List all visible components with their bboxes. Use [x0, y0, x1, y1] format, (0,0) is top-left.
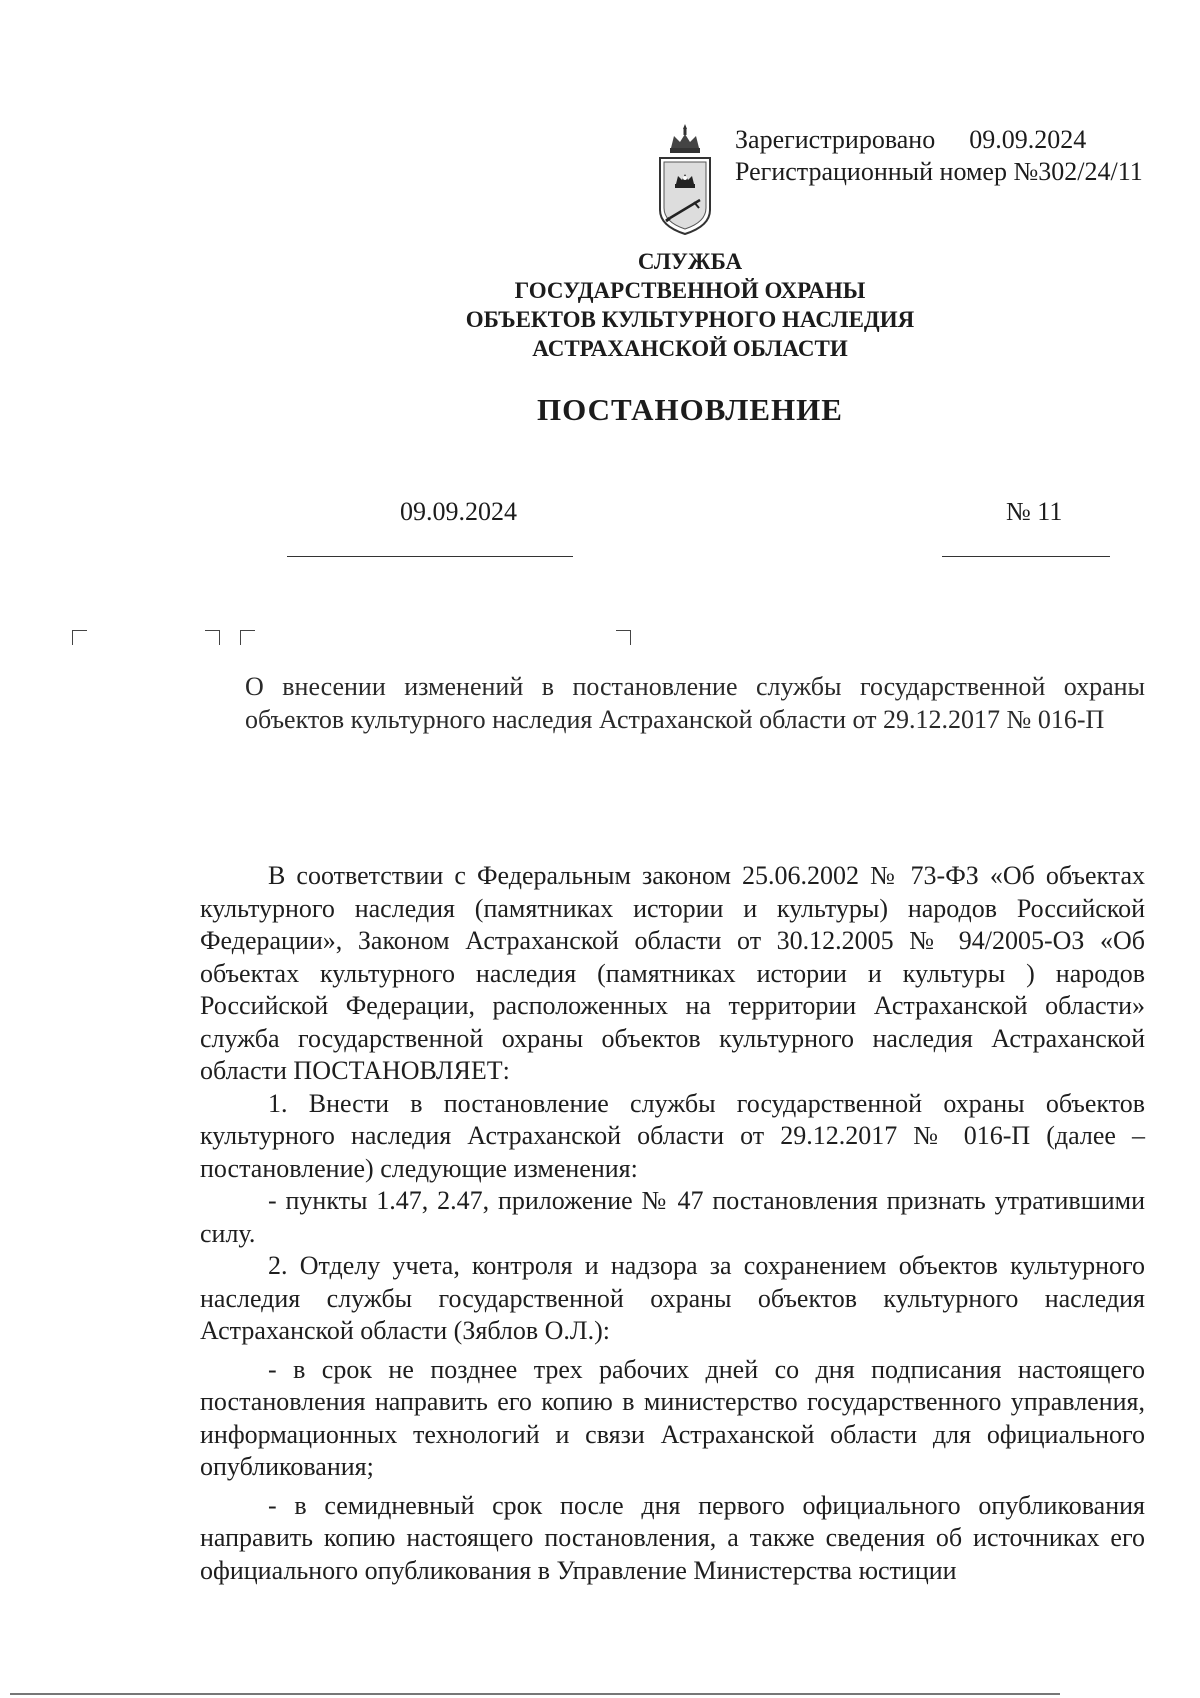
- agency-line: ГОСУДАРСТВЕННОЙ ОХРАНЫ: [514, 278, 866, 303]
- agency-line: ОБЪЕКТОВ КУЛЬТУРНОГО НАСЛЕДИЯ: [465, 307, 915, 332]
- coat-of-arms-emblem: [654, 122, 716, 244]
- body-paragraph: В соответствии с Федеральным законом 25.06.2002 № 73-ФЗ «Об объектах культурного наследия (памятниках истории и культуры) народов Российской Федерации», Законом Астраханской области от 30.12.2005 № 94/2005-ОЗ «Об объектах культурного наследия (памятниках истории и культуры ) народов Российской Федерации, расположенных на территории Астраханской области» служба государственной охраны объектов культурного наследия Астраханской области ПОСТАНОВЛЯЕТ:: [200, 861, 1145, 1085]
- body-paragraph: - в срок не позднее трех рабочих дней со дня подписания настоящего постановления направить его копию в министерство государственного управления, информационных технологий и связи Астраханской области для официального опубликования;: [200, 1354, 1145, 1481]
- body-paragraph: 1. Внести в постановление службы государственной охраны объектов культурного наследия Астраханской области от 29.12.2017 № 016-П (далее – постановление) следующие изменения:: [200, 1088, 1145, 1183]
- agency-line: СЛУЖБА: [637, 249, 743, 274]
- agency-line: АСТРАХАНСКОЙ ОБЛАСТИ: [532, 336, 848, 361]
- document-body: [200, 860, 1145, 1587]
- corner-mark: [240, 630, 255, 645]
- registration-label: Зарегистрировано: [735, 125, 936, 154]
- document-kind-title: ПОСТАНОВЛЕНИЕ: [537, 392, 843, 427]
- registration-line: [735, 124, 1143, 156]
- number-underline: [942, 556, 1110, 557]
- document-number: № 11: [1006, 497, 1063, 526]
- corner-mark: [72, 630, 87, 645]
- body-paragraph: - пункты 1.47, 2.47, приложение № 47 постановления признать утратившими силу.: [200, 1186, 1145, 1248]
- document-subject: О внесении изменений в постановление службы государственной охраны объектов культурного наследия Астраханской области от 29.12.2017 № 016-П: [245, 672, 1145, 734]
- corner-mark: [205, 630, 220, 645]
- registration-number: Регистрационный номер №302/24/11: [735, 157, 1143, 186]
- corner-mark: [616, 630, 631, 645]
- body-paragraph: 2. Отделу учета, контроля и надзора за сохранением объектов культурного наследия службы государственной охраны объектов культурного наследия Астраханской области (Зяблов О.Л.):: [200, 1251, 1145, 1345]
- body-paragraph: - в семидневный срок после дня первого официального опубликования направить копию настоящего постановления, а также сведения об источниках его официального опубликования в Управление Министерства юстиции: [200, 1490, 1145, 1585]
- agency-name: [300, 247, 1080, 363]
- page-bottom-edge: [10, 1693, 1060, 1695]
- date-underline: [287, 556, 573, 557]
- registration-stamp: [735, 124, 1143, 188]
- registration-date: 09.09.2024: [969, 125, 1087, 154]
- document-date: 09.09.2024: [400, 497, 517, 526]
